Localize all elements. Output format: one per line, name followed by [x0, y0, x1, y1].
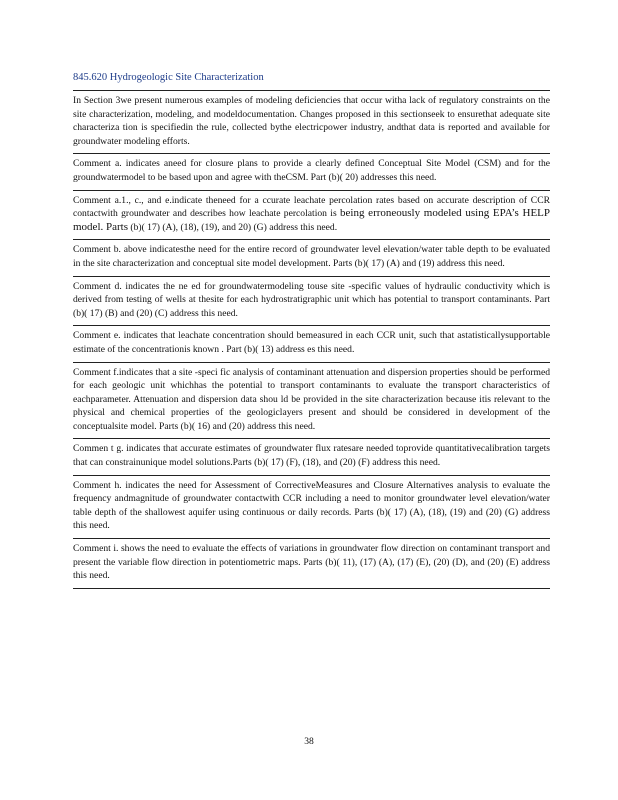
- paragraph-text: Comment a.1., c., and e.indicate theneed for a ccurate leachate percolation rates based on accurate description of CCR contactwith groundwater and describes how leachate percolation is: [73, 194, 550, 220]
- divider: [73, 588, 550, 589]
- paragraph-comment-i: Comment i. shows the need to evaluate the effects of variations in groundwater flow direction on contaminant transport and present the variable flow direction in potentiometric maps. Parts (b)( 11), (17) (A), (17) (E), (20) (D), and (20) (E) address this need.: [73, 543, 550, 582]
- document-page: [73, 72, 550, 589]
- paragraph-comment-f: Comment f.indicates that a site -speci fic analysis of contaminant attenuation and dispersion properties should be performed for each geologic unit whichhas the potential to transport contaminants to evaluate the transport characteristics of eachparameter. Attenuation and dispersion data shou ld be provided in the site characterization because itis relevant to the physical and chemical properties of the geologiclayers present and should be considered in development of the conceptualsite model. Parts (b)( 16) and (20) address this need.: [73, 366, 550, 432]
- paragraph-text: (b)( 17) (A), (18), (19), and 20) (G) address this need.: [128, 221, 338, 233]
- paragraph-comment-a: Comment a. indicates aneed for closure plans to provide a clearly defined Conceptual Site Model (CSM) and for the groundwatermodel to be based upon and agree with theCSM. Part (b)( 20) addresses this need.: [73, 158, 550, 183]
- paragraph-comment-b: Comment b. above indicatesthe need for the entire record of groundwater level elevation/water table depth to be evaluated in the site characterization and conceptual site model development. Parts (b)( 17) (A) and (19) address this need.: [73, 244, 550, 269]
- paragraph-intro: In Section 3we present numerous examples of modeling deficiencies that occur witha lack of regulatory constraints on the site characterization, modeling, and modeldocumentation. Changes proposed in this sectionseek to ensurethat adequate site characteriza tion is specifiedin the rule, collected bythe electricpower industry, andthat data is reported and available for groundwater modeling efforts.: [73, 95, 550, 147]
- paragraph-comment-a1: [73, 191, 550, 240]
- paragraph-comment-h: Comment h. indicates the need for Assessment of CorrectiveMeasures and Closure Alternatives analysis to evaluate the frequency andmagnitude of groundwater contactwith CCR including a need to monitor groundwater level elevation/water table depth of the shallowest aquifer using continuous or daily records. Parts (b)( 17) (A), (18), (19) and (20) (G) address this need.: [73, 479, 550, 532]
- paragraph-comment-d: Comment d. indicates the ne ed for groundwatermodeling touse site -specific values of hydraulic conductivity which is derived from testing of wells at thesite for each hydrostratigraphic unit which has potential to transport contaminants. Part (b)( 17) (B) and (20) (C) address this need.: [73, 280, 550, 319]
- paragraph-comment-g: Commen t g. indicates that accurate estimates of groundwater flux ratesare needed toprovide quantitativecalibration targets that can constrainunique model solutions.Parts (b)( 17) (F), (18), and (20) (F) address this need.: [73, 443, 550, 469]
- page-number: 38: [304, 736, 314, 747]
- section-heading: 845.620 Hydrogeologic Site Characterization: [73, 72, 264, 83]
- paragraph-comment-e: Comment e. indicates that leachate concentration should bemeasured in each CCR unit, such that astatisticallysupportable estimate of the concentrationis known . Part (b)( 13) address es this need.: [73, 330, 550, 355]
- paragraph-text-large: being erroneously modeled using EPA’s HELP model. Parts: [73, 207, 551, 233]
